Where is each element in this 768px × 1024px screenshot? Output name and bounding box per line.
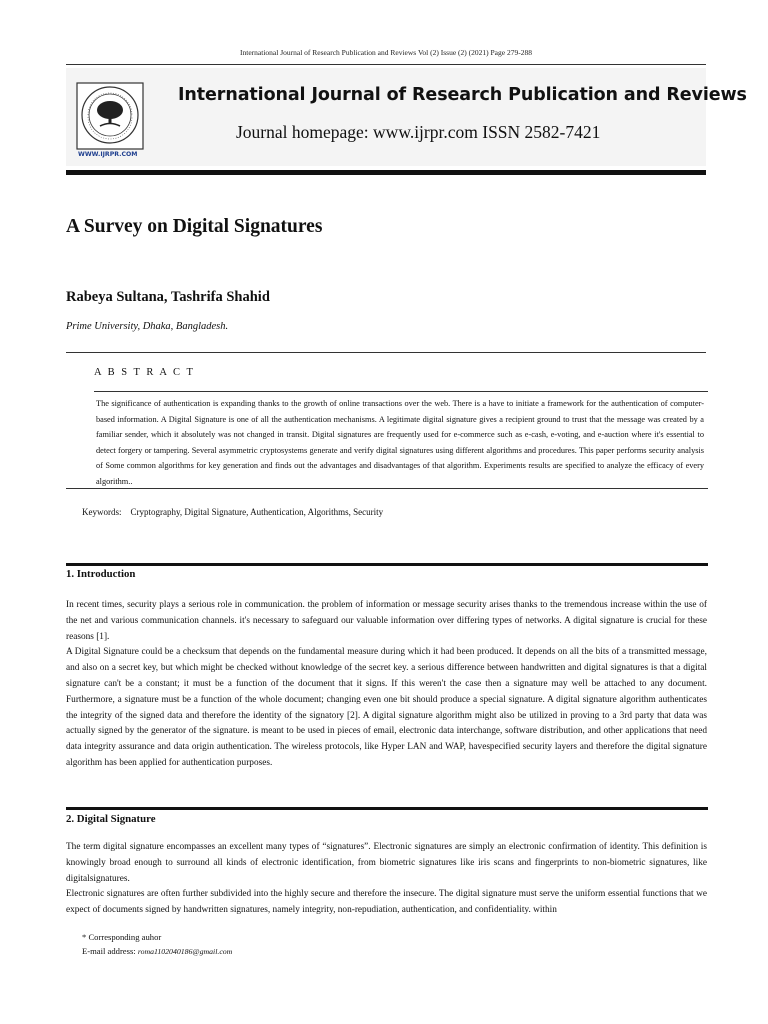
- email-label: E-mail address:: [82, 946, 136, 956]
- abstract-top-rule: [66, 352, 706, 353]
- keywords-value: Cryptography, Digital Signature, Authentication, Algorithms, Security: [130, 507, 384, 517]
- header-rule: [66, 64, 706, 65]
- author-affiliation: Prime University, Dhaka, Bangladesh.: [66, 321, 229, 332]
- footnote: [82, 930, 232, 959]
- section-1-body: [66, 598, 707, 772]
- paper-title: A Survey on Digital Signatures: [66, 216, 323, 237]
- abstract-bottom-rule: [66, 488, 708, 489]
- logo-url: WWW.IJRPR.COM: [78, 151, 138, 158]
- section-2-body: [66, 840, 707, 919]
- journal-homepage: Journal homepage: www.ijrpr.com ISSN 2582-7421: [236, 122, 601, 142]
- section-2-rule: [66, 807, 708, 810]
- abstract-text: The significance of authentication is expanding thanks to the growth of online transactions over the web. There is a have to initiate a framework for the authentication of computer-based information. A Digital Signature is one of all the authentication mechanisms. A legitimate digital signature gives a recipient ground to trust that the message was created by a familiar sender, which it absolutely was not changed in transit. Digital signatures are frequently used for e-commerce such as e-cash, e-voting, and e-auction where it's essential to detect forgery or tampering. Several asymmetric cryptosystems generate and verify digital signatures using different algorithms and procedures. This paper performs security analysis of Some common algorithms for key generation and finds out the advantages and disadvantages of that algorithm. Experiments results are specified to analyze the efficacy of every algorithm..: [96, 399, 704, 486]
- tree-seal-icon: [76, 82, 144, 162]
- abstract-inner-rule: [94, 391, 708, 392]
- journal-name: International Journal of Research Publication and Reviews: [178, 85, 747, 105]
- paragraph: The term digital signature encompasses an excellent many types of “signatures”. Electronic signatures are simply an electronic confirmation of identity. This definition is knowingly broad enough to surround all kinds of electronic identification, from biometric signatures like iris scans and fingerprints to non-biometric signatures, like digitalsignatures.: [66, 842, 707, 884]
- section-1-heading: 1. Introduction: [66, 568, 136, 580]
- corresponding-author-note: * Corresponding auhor: [82, 932, 162, 942]
- paragraph: In recent times, security plays a serious role in communication. the problem of information or message security arises thanks to the tremendous increase within the use of the net and various communication channels. it's necessary to safeguard our valuable information over differing types of networks. A digital signature is crucial for these reasons [1].: [66, 600, 707, 642]
- journal-logo: [76, 82, 144, 162]
- email-address: roma1102040186@gmail.com: [137, 947, 233, 956]
- banner-rule: [66, 170, 706, 175]
- section-1-rule: [66, 563, 708, 566]
- journal-banner: [66, 68, 706, 166]
- paragraph: Electronic signatures are often further subdivided into the highly secure and therefore the insecure. The digital signature must serve the uniform essential functions that we expect of documents signed by handwritten signatures, namely integrity, non-repudiation, authentication, and confidentiality. within: [66, 889, 707, 916]
- email-line: [82, 944, 232, 959]
- keywords-line: [82, 507, 383, 517]
- running-header: International Journal of Research Publication and Reviews Vol (2) Issue (2) (2021) Page 279-288: [240, 48, 532, 57]
- section-2-heading: 2. Digital Signature: [66, 813, 156, 825]
- paragraph: A Digital Signature could be a checksum that depends on the fundamental measure during which it had been produced. It depends on all the bits of a transmitted message, and also on a secret key, but which might be checked without knowledge of the secret key. a serious difference between handwritten and digital signatures is that a digital signature can't be a constant; it must be a function of the document that it signs. If this weren't the case then a signature may well be attached to any document. Furthermore, a signature must be a function of the whole document; changing even one bit should produce a special signature. A digital signature algorithm authenticates the integrity of the signed data and therefore the identity of the signatory [2]. A digital signature algorithm might also be utilized in proving to a 3rd party that data was actually signed by the generator of the signature. is meant to be used in pieces of email, electronic data interchange, software distribution, and other applications that need data integrity assurance and data origin authentication. The wireless protocols, like Hyper LAN and WAP, havespecified security layers and therefore the digital signature algorithm has been applied for authentication purposes.: [66, 647, 707, 768]
- keywords-label: Keywords:: [82, 507, 122, 517]
- paper-authors: Rabeya Sultana, Tashrifa Shahid: [66, 289, 270, 305]
- abstract-heading: A B S T R A C T: [94, 367, 195, 378]
